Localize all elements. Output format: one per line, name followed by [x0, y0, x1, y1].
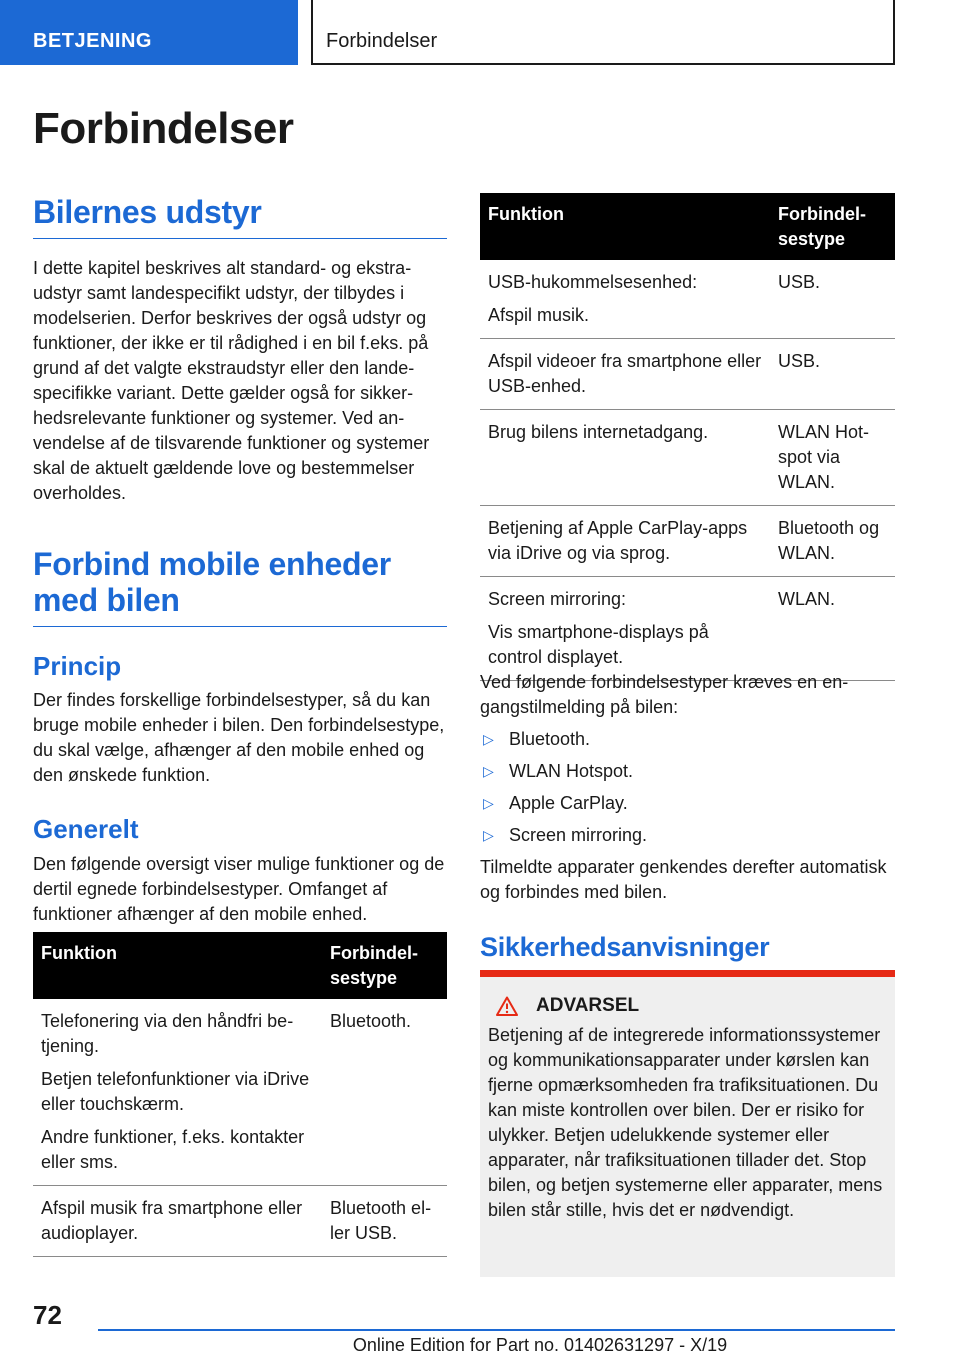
function-cell: [480, 506, 770, 577]
table-row: [33, 999, 447, 1186]
triangle-bullet-icon: ▷: [483, 827, 494, 843]
general-paragraph: Den følgende oversigt viser mulige funktioner og de dertil egnede forbindelsestyper. Omfanget af funktioner afhænger af den mobile enhed.: [33, 854, 445, 924]
connection-type-cell: WLAN Hotspot via WLAN.: [770, 410, 895, 506]
footer-divider: [98, 1329, 895, 1331]
function-text: Screen mirroring:: [488, 589, 627, 609]
chapter-tab: Forbindelser: [311, 0, 895, 65]
function-cell: [33, 1186, 322, 1257]
footer-edition: Online Edition for Part no. 01402631297 - X/19: [352, 1335, 728, 1355]
table-header-row: [33, 932, 447, 999]
col-header-connection-type: Forbindelsestype: [322, 932, 447, 999]
warning-header: [488, 995, 887, 1017]
function-text: Afspil videoer fra smartphone eller USB-enhed.: [488, 351, 762, 396]
connection-type-cell: Bluetooth eller USB.: [322, 1186, 447, 1257]
heading-equipment: Bilernes udstyr: [33, 194, 447, 239]
function-text: USB-hukommelsesenhed:: [488, 272, 698, 292]
table-row: [480, 506, 895, 577]
connection-type-cell: Bluetooth og WLAN.: [770, 506, 895, 577]
function-text: Betjening af Apple CarPlay-apps via iDrive og via sprog.: [488, 518, 748, 563]
warning-title: ADVARSEL: [536, 995, 640, 1016]
triangle-bullet-icon: ▷: [483, 763, 494, 779]
col-header-function: Funktion: [33, 932, 322, 999]
list-item: ▷ Apple CarPlay.: [480, 791, 895, 816]
page-title: Forbindelser: [33, 104, 294, 153]
col-header-connection-type: Forbindelsestype: [770, 193, 895, 260]
function-text: Betjen telefonfunktioner via iDrive eller touchskærm.: [41, 1069, 310, 1114]
section-tab: BETJENING: [0, 0, 298, 65]
warning-triangle-icon: [496, 996, 518, 1016]
connection-type-cell: Bluetooth.: [322, 999, 447, 1186]
warning-text: Betjening af de integrerede informationssystemer og kommunikationsapparater under kørslen kan fjerne opmærksomheden fra trafiksituationen. Du kan miste kontrollen over bilen. Der er risiko for ulykker. Betjen udelukkende systemer eller apparater, når trafiksituationen tillader det. Stop bilen, og betjen systemerne eller apparater, mens bilen står stille, hvis det er nødvendigt.: [488, 1025, 883, 1220]
page-number: 72: [33, 1300, 62, 1330]
connection-type-list: [480, 727, 895, 855]
table-row: [480, 339, 895, 410]
table-row: [480, 410, 895, 506]
table-row: [480, 260, 895, 339]
function-text: Andre funktioner, f.eks. kontakter eller sms.: [41, 1127, 305, 1172]
function-text: Afspil musik fra smartphone eller audioplayer.: [41, 1198, 303, 1243]
col-header-function: Funktion: [480, 193, 770, 260]
function-text: Telefonering via den håndfri betjening.: [41, 1011, 294, 1056]
table-header-row: [480, 193, 895, 260]
triangle-bullet-icon: ▷: [483, 795, 494, 811]
connection-type-cell: WLAN.: [770, 577, 895, 681]
login-paragraph: Ved følgende forbindelsestyper kræves en engangstilmelding på bilen:: [480, 672, 849, 717]
list-item: ▷ Screen mirroring.: [480, 823, 895, 848]
function-text: Vis smartphone-displays på control displayet.: [488, 622, 709, 667]
heading-connect-devices: Forbind mobile enheder med bilen: [33, 546, 447, 627]
function-cell: [480, 339, 770, 410]
heading-general: Generelt: [33, 814, 139, 844]
connection-type-cell: USB.: [770, 260, 895, 339]
function-cell: [480, 260, 770, 339]
equipment-paragraph: I dette kapitel beskrives alt standard- og ekstraudstyr samt landespecifikt udstyr, der tilbydes i modelserien. Derfor beskrives der også udstyr og funktioner, der ikke er til rådighed i en bil f.eks. på grund af det valgte ekstraudstyr eller den landespecifikke variant. Dette gælder også for sikkerhedsrelevante funktioner og systemer. Ved anvendelse af de tilsvarende funktioner og systemer skal de aktuelt gældende love og bestemmelser overholdes.: [33, 258, 430, 503]
function-cell: [480, 577, 770, 681]
functions-table-right: [480, 193, 895, 681]
function-cell: [480, 410, 770, 506]
table-row: [480, 577, 895, 681]
principle-paragraph: Der findes forskellige forbindelsestyper, så du kan bruge mobile enheder i bilen. Den forbindelsestype, du skal vælge, afhænger af den mobile enhed og den ønskede funktion.: [33, 690, 445, 785]
heading-safety: Sikkerhedsanvisninger: [480, 932, 770, 962]
warning-box: [480, 970, 895, 1277]
connection-type-cell: USB.: [770, 339, 895, 410]
list-item: ▷ WLAN Hotspot.: [480, 759, 895, 784]
list-item: ▷ Bluetooth.: [480, 727, 895, 752]
table-row: [33, 1186, 447, 1257]
function-text: Afspil musik.: [488, 305, 590, 325]
triangle-bullet-icon: ▷: [483, 731, 494, 747]
after-paragraph: Tilmeldte apparater genkendes derefter automatisk og forbindes med bilen.: [480, 857, 887, 902]
function-text: Brug bilens internetadgang.: [488, 422, 709, 442]
function-cell: [33, 999, 322, 1186]
functions-table-left: [33, 932, 447, 1257]
heading-principle: Princip: [33, 651, 122, 681]
